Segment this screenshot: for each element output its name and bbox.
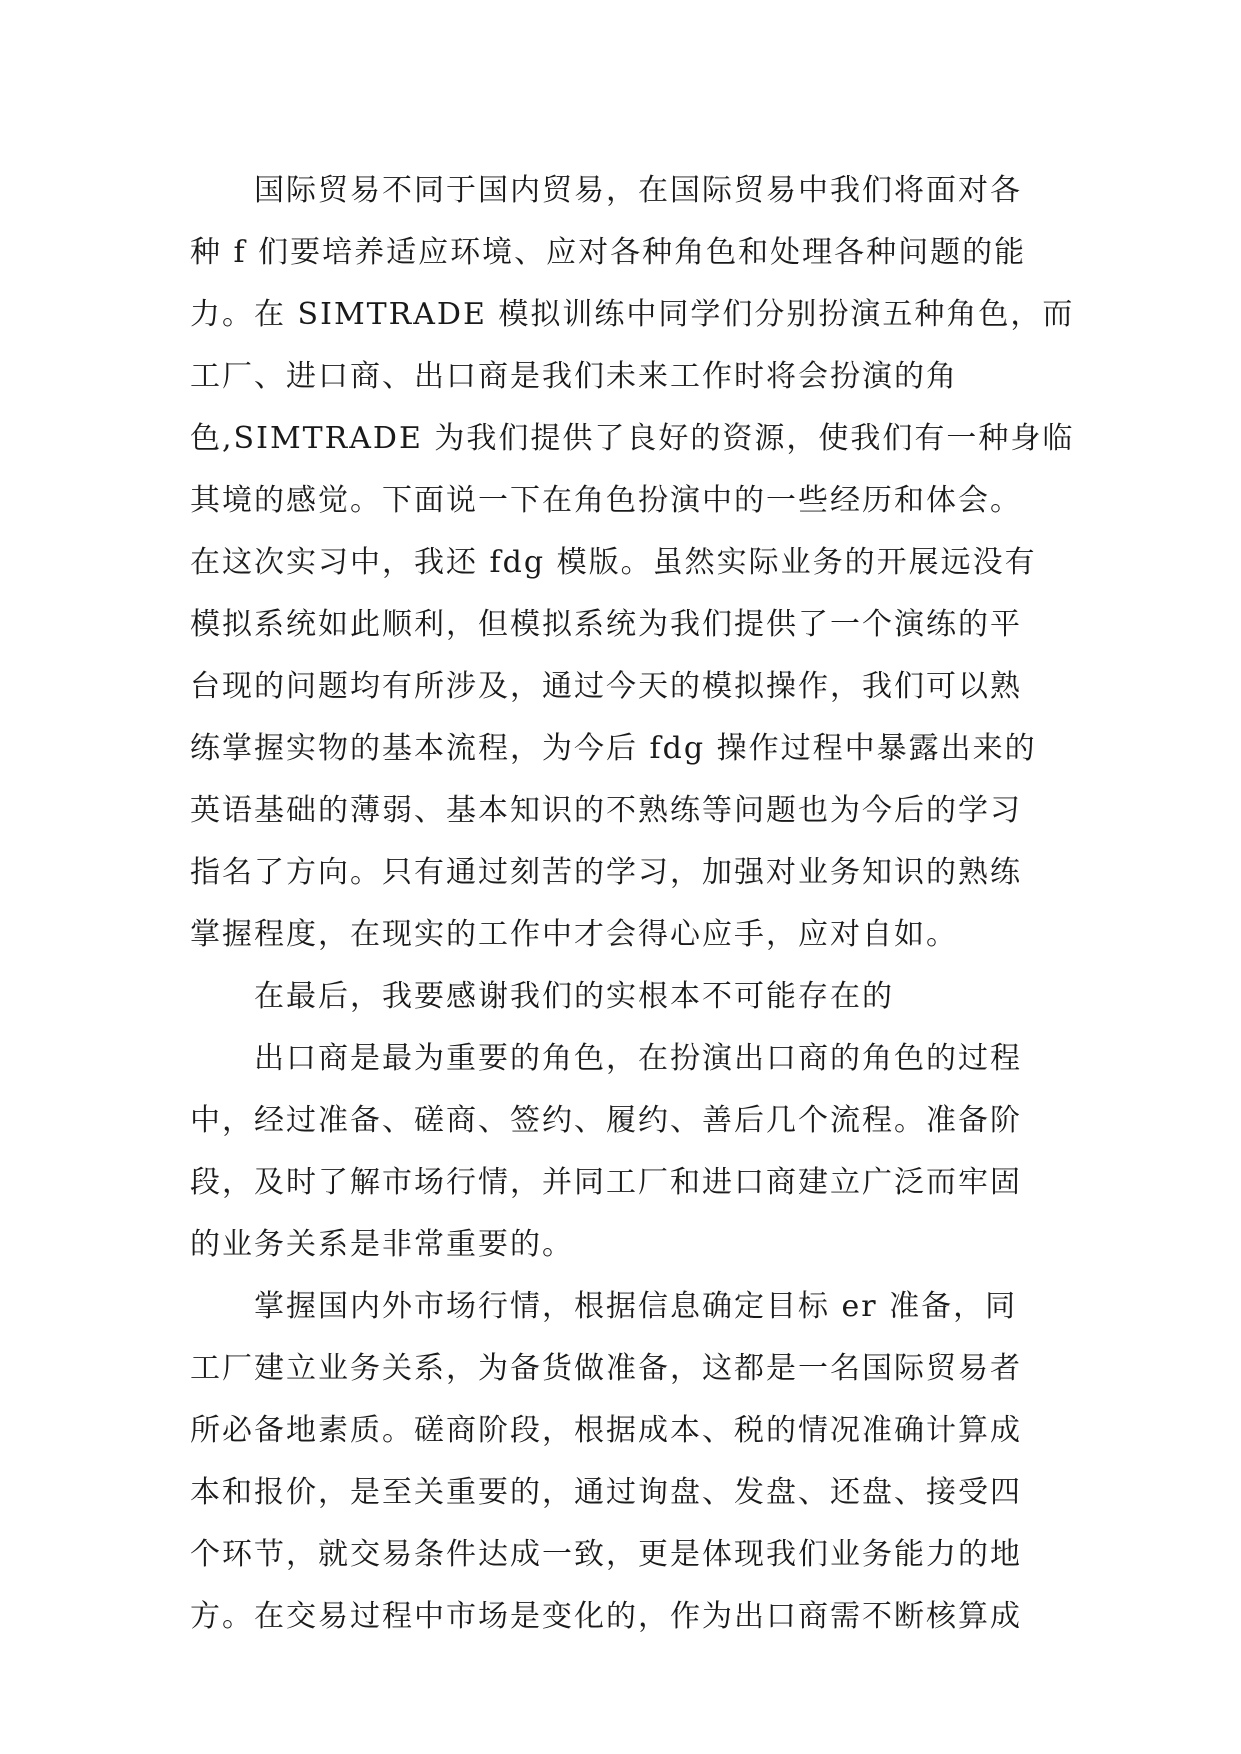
text-line: 段，及时了解市场行情，并同工厂和进口商建立广泛而牢固 <box>190 1165 1022 1200</box>
text-line: 掌握程度，在现实的工作中才会得心应手，应对自如。 <box>190 917 958 952</box>
text-line: 工厂、进口商、出口商是我们未来工作时将会扮演的角 <box>190 359 958 394</box>
text-line: 模拟系统如此顺利，但模拟系统为我们提供了一个演练的平 <box>190 607 1022 642</box>
text-line: 本和报价，是至关重要的，通过询盘、发盘、还盘、接受四 <box>190 1475 1022 1510</box>
text-line: 色,SIMTRADE 为我们提供了良好的资源，使我们有一种身临 <box>190 421 1075 456</box>
text-line: 其境的感觉。下面说一下在角色扮演中的一些经历和体会。 <box>190 483 1022 518</box>
text-line: 在最后，我要感谢我们的实根本不可能存在的 <box>254 979 894 1014</box>
text-line: 在这次实习中，我还 fdg 模版。虽然实际业务的开展远没有 <box>190 545 1037 580</box>
text-line: 种 f 们要培养适应环境、应对各种角色和处理各种问题的能 <box>190 235 1027 270</box>
text-line: 掌握国内外市场行情，根据信息确定目标 er 准备，同 <box>254 1289 1018 1324</box>
text-line: 中，经过准备、磋商、签约、履约、善后几个流程。准备阶 <box>190 1103 1022 1138</box>
text-line: 的业务关系是非常重要的。 <box>190 1227 574 1262</box>
text-line: 指名了方向。只有通过刻苦的学习，加强对业务知识的熟练 <box>190 855 1022 890</box>
text-line: 方。在交易过程中市场是变化的，作为出口商需不断核算成 <box>190 1599 1022 1634</box>
text-line: 个环节，就交易条件达成一致，更是体现我们业务能力的地 <box>190 1537 1022 1572</box>
body-text <box>190 160 1075 1648</box>
text-line: 台现的问题均有所涉及，通过今天的模拟操作，我们可以熟 <box>190 669 1022 704</box>
text-line: 出口商是最为重要的角色，在扮演出口商的角色的过程 <box>254 1041 1022 1076</box>
text-line: 练掌握实物的基本流程，为今后 fdg 操作过程中暴露出来的 <box>190 731 1037 766</box>
text-line: 国际贸易不同于国内贸易，在国际贸易中我们将面对各 <box>254 173 1022 208</box>
text-line: 力。在 SIMTRADE 模拟训练中同学们分别扮演五种角色，而 <box>190 297 1075 332</box>
text-line: 英语基础的薄弱、基本知识的不熟练等问题也为今后的学习 <box>190 793 1022 828</box>
text-line: 工厂建立业务关系，为备货做准备，这都是一名国际贸易者 <box>190 1351 1022 1386</box>
text-line: 所必备地素质。磋商阶段，根据成本、税的情况准确计算成 <box>190 1413 1022 1448</box>
